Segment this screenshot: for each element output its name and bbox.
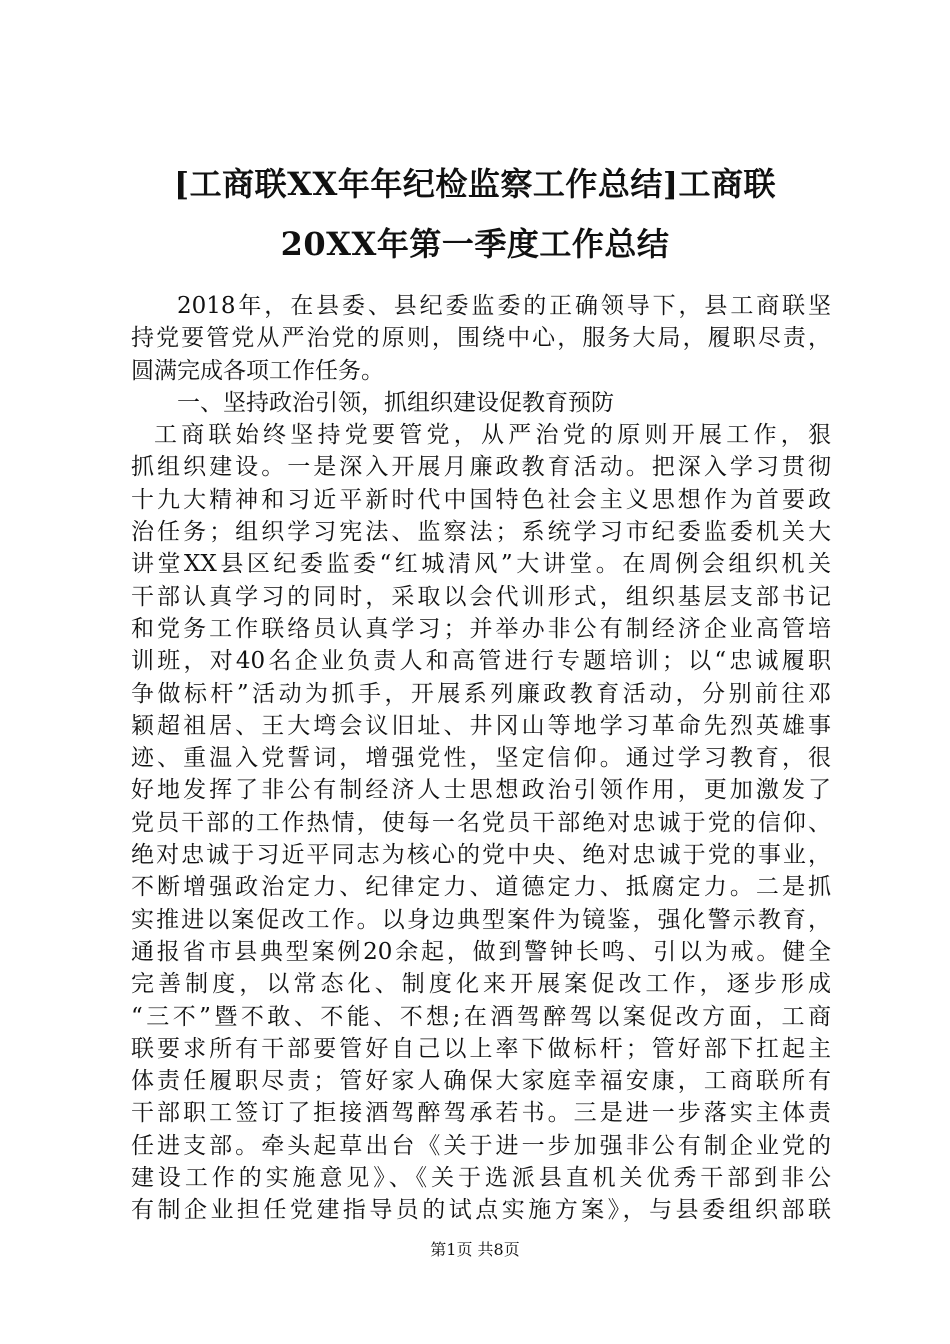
paragraph-line: 颖超祖居、王大塆会议旧址、井冈山等地学习革命先烈英雄事 (131, 712, 831, 739)
paragraph-line: 有制企业担任党建指导员的试点实施方案》，与县委组织部联 (131, 1197, 831, 1224)
paragraph-line: 绝对忠诚于习近平同志为核心的党中央、绝对忠诚于党的事业， (131, 842, 831, 869)
document-title-line-1: [工商联XX年年纪检监察工作总结]工商联 (174, 165, 776, 203)
section-heading: 一、坚持政治引领，抓组织建设促教育预防 (177, 389, 614, 416)
paragraph-line: 干部职工签订了拒接酒驾醉驾承若书。三是进一步落实主体责 (131, 1100, 831, 1127)
paragraph-line: 十九大精神和习近平新时代中国特色社会主义思想作为首要政 (131, 486, 831, 513)
paragraph-line: 争做标杆”活动为抓手，开展系列廉政教育活动，分别前往邓 (131, 680, 831, 707)
paragraph-line: 治任务；组织学习宪法、监察法；系统学习市纪委监委机关大 (131, 519, 831, 546)
paragraph-line: 抓组织建设。一是深入开展月廉政教育活动。把深入学习贯彻 (131, 454, 831, 481)
paragraph-line: 实推进以案促改工作。以身边典型案件为镜鉴，强化警示教育， (131, 906, 831, 933)
paragraph-line: 和党务工作联络员认真学习；并举办非公有制经济企业高管培 (131, 615, 831, 642)
paragraph-line: 工商联始终坚持党要管党，从严治党的原则开展工作，狠 (154, 422, 831, 449)
paragraph-line: 干部认真学习的同时，采取以会代训形式，组织基层支部书记 (131, 583, 831, 610)
paragraph-line: 训班，对40名企业负责人和高管进行专题培训；以“忠诚履职 (131, 648, 831, 675)
paragraph-line: 建设工作的实施意见》、《关于选派县直机关优秀干部到非公 (131, 1165, 831, 1192)
paragraph-line: 好地发挥了非公有制经济人士思想政治引领作用，更加激发了 (131, 777, 831, 804)
paragraph-line: 任进支部。牵头起草出台《关于进一步加强非公有制企业党的 (131, 1132, 831, 1159)
paragraph-line: 持党要管党从严治党的原则，围绕中心，服务大局，履职尽责， (131, 325, 831, 352)
paragraph-line: “三不”暨不敢、不能、不想;在酒驾醉驾以案促改方面，工商 (131, 1003, 831, 1030)
paragraph-line: 完善制度，以常态化、制度化来开展案促改工作，逐步形成 (131, 971, 831, 998)
paragraph-line: 联要求所有干部要管好自己以上率下做标杆；管好部下扛起主 (131, 1035, 831, 1062)
paragraph-line: 体责任履职尽责；管好家人确保大家庭幸福安康，工商联所有 (131, 1068, 831, 1095)
paragraph-line: 迹、重温入党誓词，增强党性，坚定信仰。通过学习教育，很 (131, 745, 831, 772)
document-body (131, 290, 831, 1227)
paragraph-line: 党员干部的工作热情，使每一名党员干部绝对忠诚于党的信仰、 (131, 809, 831, 836)
paragraph-line: 讲堂XX县区纪委监委“红城清风”大讲堂。在周例会组织机关 (131, 551, 831, 578)
paragraph-line: 不断增强政治定力、纪律定力、道德定力、抵腐定力。二是抓 (131, 874, 831, 901)
page-number-footer: 第1页 共8页 (430, 1240, 520, 1259)
document-title-line-2: 20XX年第一季度工作总结 (280, 225, 670, 263)
paragraph-line: 通报省市县典型案例20余起，做到警钟长鸣、引以为戒。健全 (131, 938, 831, 965)
paragraph-line: 2018年，在县委、县纪委监委的正确领导下，县工商联坚 (177, 293, 831, 319)
paragraph-line: 圆满完成各项工作任务。 (131, 357, 384, 384)
